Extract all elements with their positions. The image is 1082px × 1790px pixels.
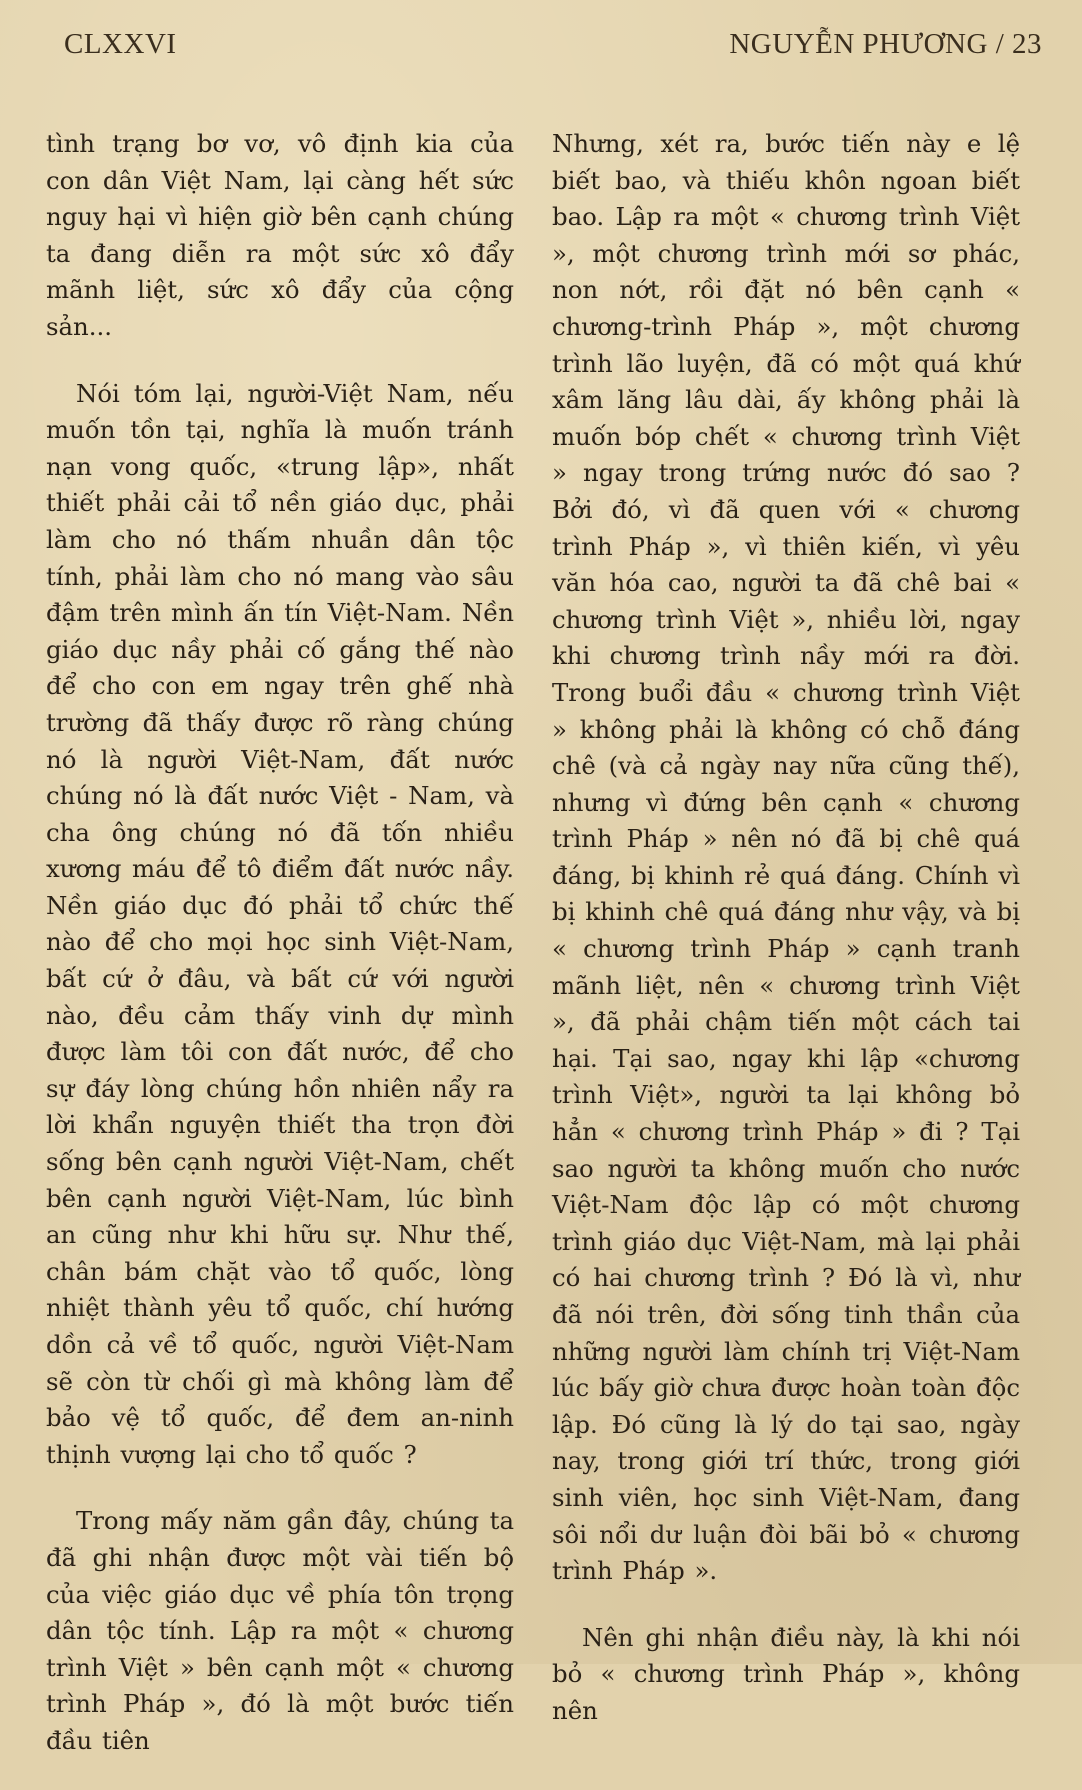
text-columns: [46, 126, 1042, 1790]
section-label: CLXXVI: [64, 28, 177, 60]
paragraph: tình trạng bơ vơ, vô định kia của con dân Việt Nam, lại càng hết sức nguy hại vì hiện giờ bên cạnh chúng ta đang diễn ra một sức xô đẩy mãnh liệt, sức xô đẩy của cộng sản...: [46, 129, 514, 341]
paragraph: Nên ghi nhận điều này, là khi nói bỏ « chương trình Pháp », không nên: [552, 1622, 1020, 1725]
page-header: [46, 28, 1042, 78]
paragraph: Nhưng, xét ra, bước tiến này e lệ biết bao, và thiếu khôn ngoan biết bao. Lập ra một « chương trình Việt », một chương trình mới sơ phác, non nớt, rồi đặt nó bên cạnh « chương-trình Pháp », một chương trình lão luyện, đã có một quá khứ xâm lăng lâu dài, ấy không phải là muốn bóp chết « chương trình Việt » ngay trong trứng nước đó sao ? Bởi đó, vì đã quen với « chương trình Pháp », vì thiên kiến, vì yêu văn hóa cao, người ta đã chê bai « chương trình Việt », nhiều lời, ngay khi chương trình nầy mới ra đời. Trong buổi đầu « chương trình Việt » không phải là không có chỗ đáng chê (và cả ngày nay nữa cũng thế), nhưng vì đứng bên cạnh « chương trình Pháp » nên nó đã bị chê quá đáng, bị khinh rẻ quá đáng. Chính vì bị khinh chê quá đáng như vậy, và bị « chương trình Pháp » cạnh tranh mãnh liệt, nên « chương trình Việt », đã phải chậm tiến một cách tai hại. Tại sao, ngay khi lập «chương trình Việt», người ta lại không bỏ hẳn « chương trình Pháp » đi ? Tại sao người ta không muốn cho nước Việt-Nam độc lập có một chương trình giáo dục Việt-Nam, mà lại phải có hai chương trình ? Đó là vì, như đã nói trên, đời sống tinh thần của những người làm chính trị Việt-Nam lúc bấy giờ chưa được hoàn toàn độc lập. Đó cũng là lý do tại sao, ngày nay, trong giới trí thức, trong giới sinh viên, học sinh Việt-Nam, đang sôi nổi dư luận đòi bãi bỏ « chương trình Pháp ».: [552, 129, 1020, 1586]
paragraph: Nói tóm lại, người-Việt Nam, nếu muốn tồn tại, nghĩa là muốn tránh nạn vong quốc, «trung lập», nhất thiết phải cải tổ nền giáo dục, phải làm cho nó thấm nhuần dân tộc tính, phải làm cho nó mang vào sâu đậm trên mình ấn tín Việt-Nam. Nền giáo dục nầy phải cố gắng thế nào để cho con em ngay trên ghế nhà trường đã thấy được rõ ràng chúng nó là người Việt-Nam, đất nước chúng nó là đất nước Việt - Nam, và cha ông chúng nó đã tốn nhiều xương máu để tô điểm đất nước nầy. Nền giáo dục đó phải tổ chức thế nào để cho mọi học sinh Việt-Nam, bất cứ ở đâu, và bất cứ với người nào, đều cảm thấy vinh dự mình được làm tôi con đất nước, để cho sự đáy lòng chúng hồn nhiên nẩy ra lời khẩn nguyện thiết tha trọn đời sống bên cạnh người Việt-Nam, chết bên cạnh người Việt-Nam, lúc bình an cũng như khi hữu sự. Như thế, chân bám chặt vào tổ quốc, lòng nhiệt thành yêu tổ quốc, chí hướng dồn cả về tổ quốc, người Việt-Nam sẽ còn từ chối gì mà không làm để bảo vệ tổ quốc, để đem an-ninh thịnh vượng lại cho tổ quốc ?: [46, 378, 514, 1469]
left-column: [46, 126, 514, 1790]
paragraph: Trong mấy năm gần đây, chúng ta đã ghi nhận được một vài tiến bộ của việc giáo dục về phía tôn trọng dân tộc tính. Lập ra một « chương trình Việt » bên cạnh một « chương trình Pháp », đó là một bước tiến đầu tiên: [46, 1506, 514, 1755]
right-column: [552, 126, 1020, 1790]
running-title: NGUYỄN PHƯƠNG / 23: [729, 28, 1042, 60]
